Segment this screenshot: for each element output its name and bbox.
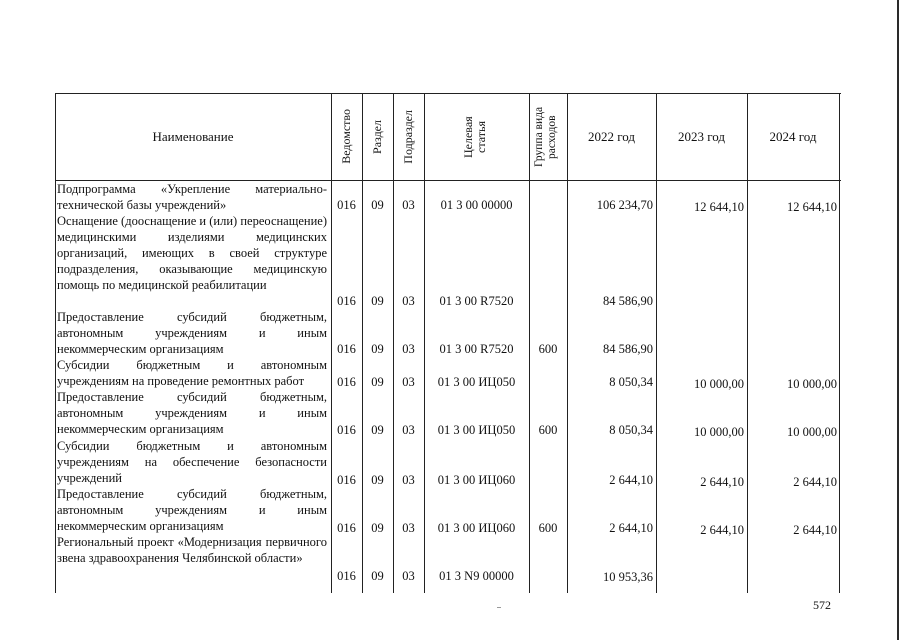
- row-2023: 2 644,10: [700, 523, 744, 537]
- row-dept: 016: [337, 198, 356, 212]
- row-subsection: 03: [402, 521, 415, 535]
- header-2023: 2023 год: [678, 128, 725, 144]
- row-target: 01 3 00 R7520: [439, 294, 514, 308]
- row-name: Подпрограмма «Укрепление материально-технической базы учреждений»: [57, 182, 327, 212]
- row-subsection: 03: [402, 473, 415, 487]
- row-2024: 10 000,00: [787, 377, 837, 391]
- row-section: 09: [371, 473, 384, 487]
- row-subsection: 03: [402, 569, 415, 583]
- row-name: Региональный проект «Модернизация первичного звена здравоохранения Челябинской области»: [57, 535, 327, 565]
- row-2022: 84 586,90: [603, 294, 653, 308]
- row-2022: 84 586,90: [603, 342, 653, 356]
- header-subsection: Подраздел: [401, 109, 415, 164]
- budget-table: [55, 93, 841, 593]
- header-target-cell: [424, 93, 529, 180]
- row-target: 01 3 00 ИЦ050: [437, 423, 516, 437]
- row-2024: 2 644,10: [793, 523, 837, 537]
- row-name: Субсидии бюджетным и автономным учреждениям на проведение ремонтных работ: [57, 358, 327, 388]
- row-subsection: 03: [402, 342, 415, 356]
- row-group: 600: [538, 521, 558, 535]
- header-2022: 2022 год: [588, 128, 635, 144]
- row-section: 09: [371, 294, 384, 308]
- row-2023: 10 000,00: [694, 377, 744, 391]
- row-2023: 2 644,10: [700, 475, 744, 489]
- row-group: 600: [538, 342, 558, 356]
- header-group-cell: [529, 93, 567, 180]
- row-dept: 016: [337, 375, 356, 389]
- row-target: 01 3 N9 00000: [439, 569, 514, 583]
- row-dept: 016: [337, 569, 356, 583]
- row-target: 01 3 00 R7520: [439, 342, 514, 356]
- col-border: [839, 93, 840, 593]
- header-bottom-border: [55, 180, 841, 181]
- page-edge: [897, 0, 899, 640]
- row-2024: 2 644,10: [793, 475, 837, 489]
- row-group: 600: [538, 423, 558, 437]
- row-name: Субсидии бюджетным и автономным учреждениям на обеспечение безопасности учреждений: [57, 439, 327, 485]
- page-number: 572: [813, 598, 831, 612]
- row-target: 01 3 00 00000: [440, 198, 513, 212]
- row-2024: 12 644,10: [787, 200, 837, 214]
- row-2022: 106 234,70: [596, 198, 653, 212]
- header-section: Раздел: [370, 119, 384, 154]
- scan-speck: [497, 607, 501, 608]
- row-name: Предоставление субсидий бюджетным, автономным учреждениям и иным некоммерческим организациям: [57, 487, 327, 533]
- row-section: 09: [371, 198, 384, 212]
- header-name: Наименование: [152, 128, 234, 144]
- row-2022: 8 050,34: [609, 375, 653, 389]
- header-2024: 2024 год: [769, 128, 817, 144]
- row-dept: 016: [337, 342, 356, 356]
- row-dept: 016: [337, 294, 356, 308]
- row-name: Предоставление субсидий бюджетным, автономным учреждениям и иным некоммерческим организациям: [57, 310, 327, 356]
- row-section: 09: [371, 569, 384, 583]
- row-2022: 2 644,10: [609, 473, 653, 487]
- row-section: 09: [371, 423, 384, 437]
- row-subsection: 03: [402, 198, 415, 212]
- row-subsection: 03: [402, 294, 415, 308]
- row-2024: 10 000,00: [787, 425, 837, 439]
- header-expense-group: Группа вида расходов: [533, 106, 558, 167]
- row-target: 01 3 00 ИЦ060: [437, 473, 516, 487]
- row-section: 09: [371, 375, 384, 389]
- header-dept-cell: [331, 93, 362, 180]
- row-2022: 8 050,34: [609, 423, 653, 437]
- row-target: 01 3 00 ИЦ060: [437, 521, 516, 535]
- row-dept: 016: [337, 423, 356, 437]
- row-2022: 2 644,10: [609, 521, 653, 535]
- row-subsection: 03: [402, 423, 415, 437]
- row-section: 09: [371, 521, 384, 535]
- row-name: Предоставление субсидий бюджетным, автономным учреждениям и иным некоммерческим организациям: [57, 390, 327, 436]
- row-target: 01 3 00 ИЦ050: [437, 375, 516, 389]
- header-subsection-cell: [393, 93, 424, 180]
- header-dept: Ведомство: [339, 109, 353, 164]
- row-name: Оснащение (дооснащение и (или) переоснащение) медицинскими изделиями медицинских организаций, имеющих в своей структуре подразделения, оказывающие медицинскую помощь по медицинской реабилитации: [57, 214, 327, 292]
- row-subsection: 03: [402, 375, 415, 389]
- row-2023: 12 644,10: [694, 200, 744, 214]
- row-dept: 016: [337, 521, 356, 535]
- row-section: 09: [371, 342, 384, 356]
- row-2022: 10 953,36: [603, 570, 653, 584]
- row-dept: 016: [337, 473, 356, 487]
- header-target: Целевая статья: [460, 115, 488, 158]
- row-2023: 10 000,00: [694, 425, 744, 439]
- header-section-cell: [362, 93, 393, 180]
